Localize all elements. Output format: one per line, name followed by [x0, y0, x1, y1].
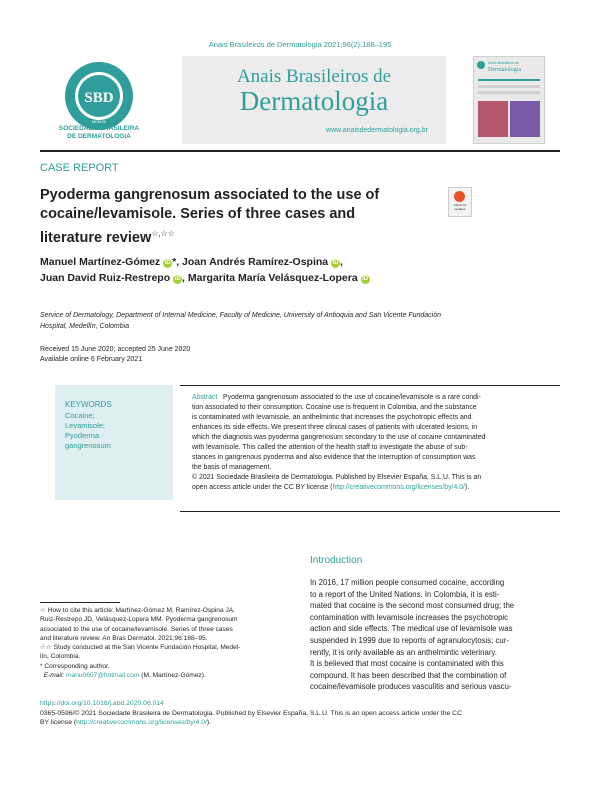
orcid-icon[interactable]: iD: [332, 260, 339, 266]
abstract-line: with levamisole. This called the attention of the health staff to investigate the abuse of sub-: [192, 444, 468, 451]
cover-title-line2: Dermatologia: [488, 67, 521, 73]
cite-footnote-line: Ruiz-Restrepo JD, Velásquez-Lopera MM. Pyoderma gangrenosum: [40, 616, 238, 624]
check-updates-icon: [454, 191, 465, 202]
abstract-line: the basis of management.: [192, 464, 272, 471]
section-label: CASE REPORT: [40, 162, 119, 174]
affiliation-line1: Service of Dermatology, Department of Internal Medicine, Faculty of Medicine, University of Antioquia and San Vicente Fundación: [40, 312, 442, 319]
introduction-body: [310, 577, 562, 693]
page-footer: [40, 699, 560, 728]
intro-line: suspended in 1999 due to reports of agranulocytosis; cur-: [310, 635, 509, 645]
authors-line2: [40, 272, 370, 284]
title-line1: Pyoderma gangrenosum associated to the use of: [40, 187, 380, 203]
affiliation: [40, 310, 560, 332]
intro-line: mated that cocaine is the second most consumed drug; the: [310, 601, 515, 611]
email-line: E-mail: manu0607@hotmail.com (M. Martínez-Gómez).: [43, 672, 206, 680]
intro-line: In 2016, 17 million people consumed cocaine, according: [310, 578, 505, 587]
intro-line: cocaine/levamisole produces vasculitis and serious vascu-: [310, 682, 512, 692]
intro-line: action and side effects. The medical use of levamisole was: [310, 624, 513, 634]
abstract-line: tion associated to their consumption. Cocaine use is frequent in Colombia, and the substance: [192, 404, 477, 411]
keywords-heading: KEYWORDS: [65, 400, 112, 409]
doi-link[interactable]: https://doi.org/10.1016/j.abd.2020.06.014: [40, 700, 164, 707]
keyword-item: gangrenosum: [65, 441, 111, 450]
introduction-heading: Introduction: [310, 555, 363, 566]
author-name: Manuel Martínez-Gómez: [40, 256, 161, 268]
abstract-line: which the diagnosis was pyoderma gangrenosum secondary to the use of cocaine contaminated: [192, 434, 486, 441]
header-rule: [40, 150, 560, 152]
abstract-label: Abstract: [192, 394, 218, 401]
sbd-seal-icon: [63, 60, 135, 132]
footnotes: [40, 606, 290, 680]
author-name: Margarita María Velásquez-Lopera: [187, 272, 358, 284]
society-logo: [63, 60, 135, 132]
cover-image-2: [510, 101, 540, 137]
intro-line: It is believed that most cocaine is contaminated with this: [310, 659, 504, 669]
intro-line: contamination with levamisole increases the psychotropic: [310, 612, 509, 622]
footer-license-link[interactable]: http://creativecommons.org/licenses/by/4.0/: [76, 719, 207, 726]
footnote-rule: [40, 602, 120, 603]
check-for-updates-badge[interactable]: [448, 187, 472, 217]
keyword-item: Levamisole;: [65, 421, 106, 430]
abstract-copyright-line1: © 2021 Sociedade Brasileira de Dermatologia. Published by Elsevier España, S.L.U. This is an: [192, 474, 482, 481]
affiliation-line2: Hospital, Medellín, Colombia: [40, 323, 130, 330]
cover-title-line1: Anais Brasileiros de: [488, 61, 519, 65]
corresponding-author: * Corresponding author.: [40, 662, 110, 670]
journal-title-line2: Dermatologia: [239, 86, 389, 116]
journal-citation: Anais Brasileiros de Dermatologia 2021;96(2):188–195: [208, 40, 392, 49]
check-updates-label: Check for updates: [453, 203, 467, 211]
author-suffix: ,: [182, 272, 185, 284]
intro-line: rently, it is only available as an anthelmintic veterinary.: [310, 647, 497, 657]
abstract-line: is contaminated with levamisole, an anthelmintic that increases the psychotropic effects and: [192, 414, 472, 421]
author-suffix: *,: [172, 256, 180, 268]
abstract-line: enhances its side effects. We present three clinical cases of patients with ulcerated lesions, in: [192, 424, 478, 431]
abstract-line: stances in gangrenous pyoderma and also evidence that the interruption of consumption was: [192, 454, 476, 461]
title-footnote-marks: ☆,☆☆: [151, 229, 175, 238]
title-line3: literature review☆,☆☆: [40, 229, 175, 246]
cite-footnote-line: ☆ How to cite this article: Martínez-Gómez M, Ramírez-Ospina JA,: [40, 607, 235, 614]
keyword-item: Cocaine;: [65, 411, 95, 420]
available-date: Available online 6 February 2021: [40, 356, 143, 363]
journal-url[interactable]: www.anaisdedermatologia.org.br: [326, 127, 428, 134]
seal-year: MCMXII: [91, 119, 107, 124]
abstract: [192, 393, 552, 493]
footer-license-line: BY license (http://creativecommons.org/licenses/by/4.0/).: [40, 719, 212, 726]
orcid-icon[interactable]: iD: [362, 276, 369, 282]
abstract-copyright-line2: open access article under the CC BY license (http://creativecommons.org/licenses/by/4.0/).: [192, 484, 470, 491]
cite-footnote-line: associated to the use of cocaine/levamisole. Series of three cases: [40, 625, 233, 633]
author-name: Joan Andrés Ramírez-Ospina: [182, 256, 329, 268]
society-name: [40, 125, 158, 141]
keyword-item: Pyoderma: [65, 431, 100, 440]
footer-license-line: 0365-0596/© 2021 Sociedade Brasileira de Dermatologia. Published by Elsevier España, S.L.U. This is an open access article under the CC: [40, 709, 462, 717]
intro-line: compound. It has been described that the combination of: [310, 670, 507, 680]
study-footnote-line: lín, Colombia.: [40, 653, 81, 661]
author-suffix: ,: [340, 256, 343, 268]
journal-cover-thumbnail: [473, 56, 545, 144]
orcid-icon[interactable]: iD: [174, 276, 181, 282]
received-date: Received 15 June 2020; accepted 25 June 2020: [40, 346, 191, 353]
authors-line1: [40, 256, 343, 268]
keywords-box: [55, 385, 173, 500]
cover-logo-icon: [477, 61, 485, 69]
article-title: [40, 186, 440, 248]
study-footnote-line: ☆☆ Study conducted at the San Vicente Fundación Hospital, Medel-: [40, 644, 241, 652]
article-dates: [40, 345, 190, 365]
orcid-icon[interactable]: iD: [164, 260, 171, 266]
cite-footnote-line: and literature review. An Bras Dermatol. 2021;96:188–95.: [40, 634, 208, 642]
seal-initials: SBD: [84, 90, 114, 106]
email-link[interactable]: manu0607@hotmail.com: [66, 672, 140, 680]
cover-image-1: [478, 101, 508, 137]
title-line2: cocaine/levamisole. Series of three cases and: [40, 206, 356, 222]
license-link[interactable]: http://creativecommons.org/licenses/by/4.0/: [332, 484, 465, 491]
abstract-bottom-rule: [180, 511, 560, 512]
society-name-line2: DE DERMATOLOGIA: [67, 133, 131, 140]
society-name-line1: SOCIEDADE BRASILEIRA: [58, 125, 140, 132]
author-name: Juan David Ruiz-Restrepo: [40, 272, 171, 284]
intro-line: to a report of the United Nations. In Colombia, it is esti-: [310, 589, 500, 599]
abstract-top-rule: [180, 385, 560, 386]
abstract-line: Abstract Pyoderma gangrenosum associated to the use of cocaine/levamisole is a rare condi-: [192, 394, 481, 401]
journal-title-line1: Anais Brasileiros de: [236, 66, 392, 87]
